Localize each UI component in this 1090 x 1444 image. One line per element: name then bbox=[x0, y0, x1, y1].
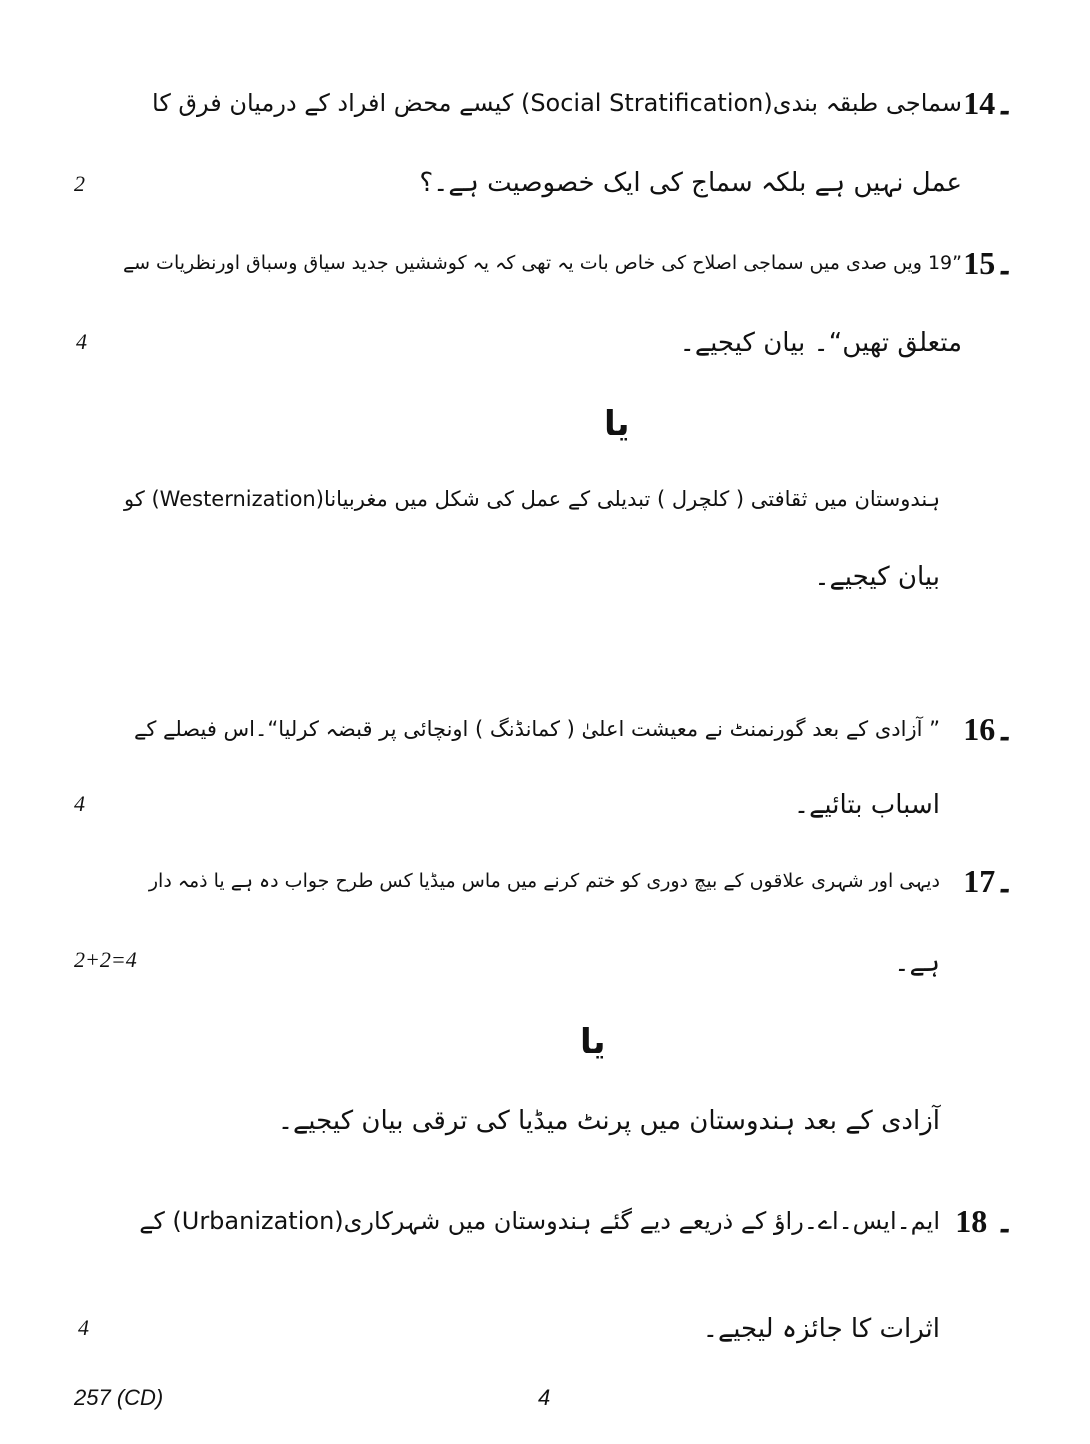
question-text-line: ہے۔ bbox=[894, 948, 940, 978]
question-text-line: متعلق تھیں“۔ بیان کیجیے۔ bbox=[679, 328, 962, 358]
or-label: یا bbox=[604, 404, 630, 444]
question-number: 17۔ bbox=[963, 863, 1014, 899]
question-text-line: ایم۔ایس۔اے۔راؤ کے ذریعے دیے گئے ہندوستان میں شہرکاری(Urbanization) کے bbox=[139, 1207, 940, 1235]
alternative-text-line: آزادی کے بعد ہندوستان میں پرنٹ میڈیا کی ترقی بیان کیجیے۔ bbox=[277, 1106, 940, 1136]
page-number: 4 bbox=[538, 1385, 551, 1410]
question-text-line: سماجی طبقہ بندی(Social Stratification) کیسے محض افراد کے درمیان فرق کا bbox=[152, 89, 962, 117]
question-text-line: ” آزادی کے بعد گورنمنٹ نے معیشت اعلیٰ ( کمانڈنگ ) اونچائی پر قبضہ کرلیا“۔اس فیصلے کے bbox=[134, 717, 940, 741]
marks-label: 4 bbox=[78, 1315, 89, 1340]
question-text-line: اثرات کا جائزہ لیجیے۔ bbox=[702, 1314, 940, 1344]
question-text-line: دیہی اور شہری علاقوں کے بیچ دوری کو ختم کرنے میں ماس میڈیا کس طرح جواب دہ ہے یا ذمہ دار bbox=[148, 870, 940, 892]
marks-label: 4 bbox=[76, 329, 87, 354]
question-number: 18 ۔ bbox=[955, 1203, 1014, 1239]
question-number: 14۔ bbox=[963, 85, 1014, 121]
question-number: 16۔ bbox=[963, 711, 1014, 747]
paper-code: 257 (CD) bbox=[74, 1385, 164, 1410]
marks-label: 4 bbox=[74, 791, 85, 816]
or-label: یا bbox=[580, 1022, 606, 1062]
marks-label: 2+2=4 bbox=[74, 947, 137, 972]
question-text-line: اسباب بتائیے۔ bbox=[793, 790, 940, 820]
marks-label: 2 bbox=[74, 171, 85, 196]
question-number: 15۔ bbox=[963, 245, 1014, 281]
alternative-text-line: بیان کیجیے۔ bbox=[814, 562, 940, 592]
question-text-line: ”19 ویں صدی میں سماجی اصلاح کی خاص بات یہ تھی کہ یہ کوششیں جدید سیاق وسباق اورنظریات سے bbox=[122, 252, 962, 274]
alternative-text-line: ہندوستان میں ثقافتی ( کلچرل ) تبدیلی کے عمل کی شکل میں مغربیانا(Westernization) کو bbox=[123, 487, 940, 511]
question-text-line: عمل نہیں ہے بلکہ سماج کی ایک خصوصیت ہے۔؟ bbox=[419, 168, 962, 198]
